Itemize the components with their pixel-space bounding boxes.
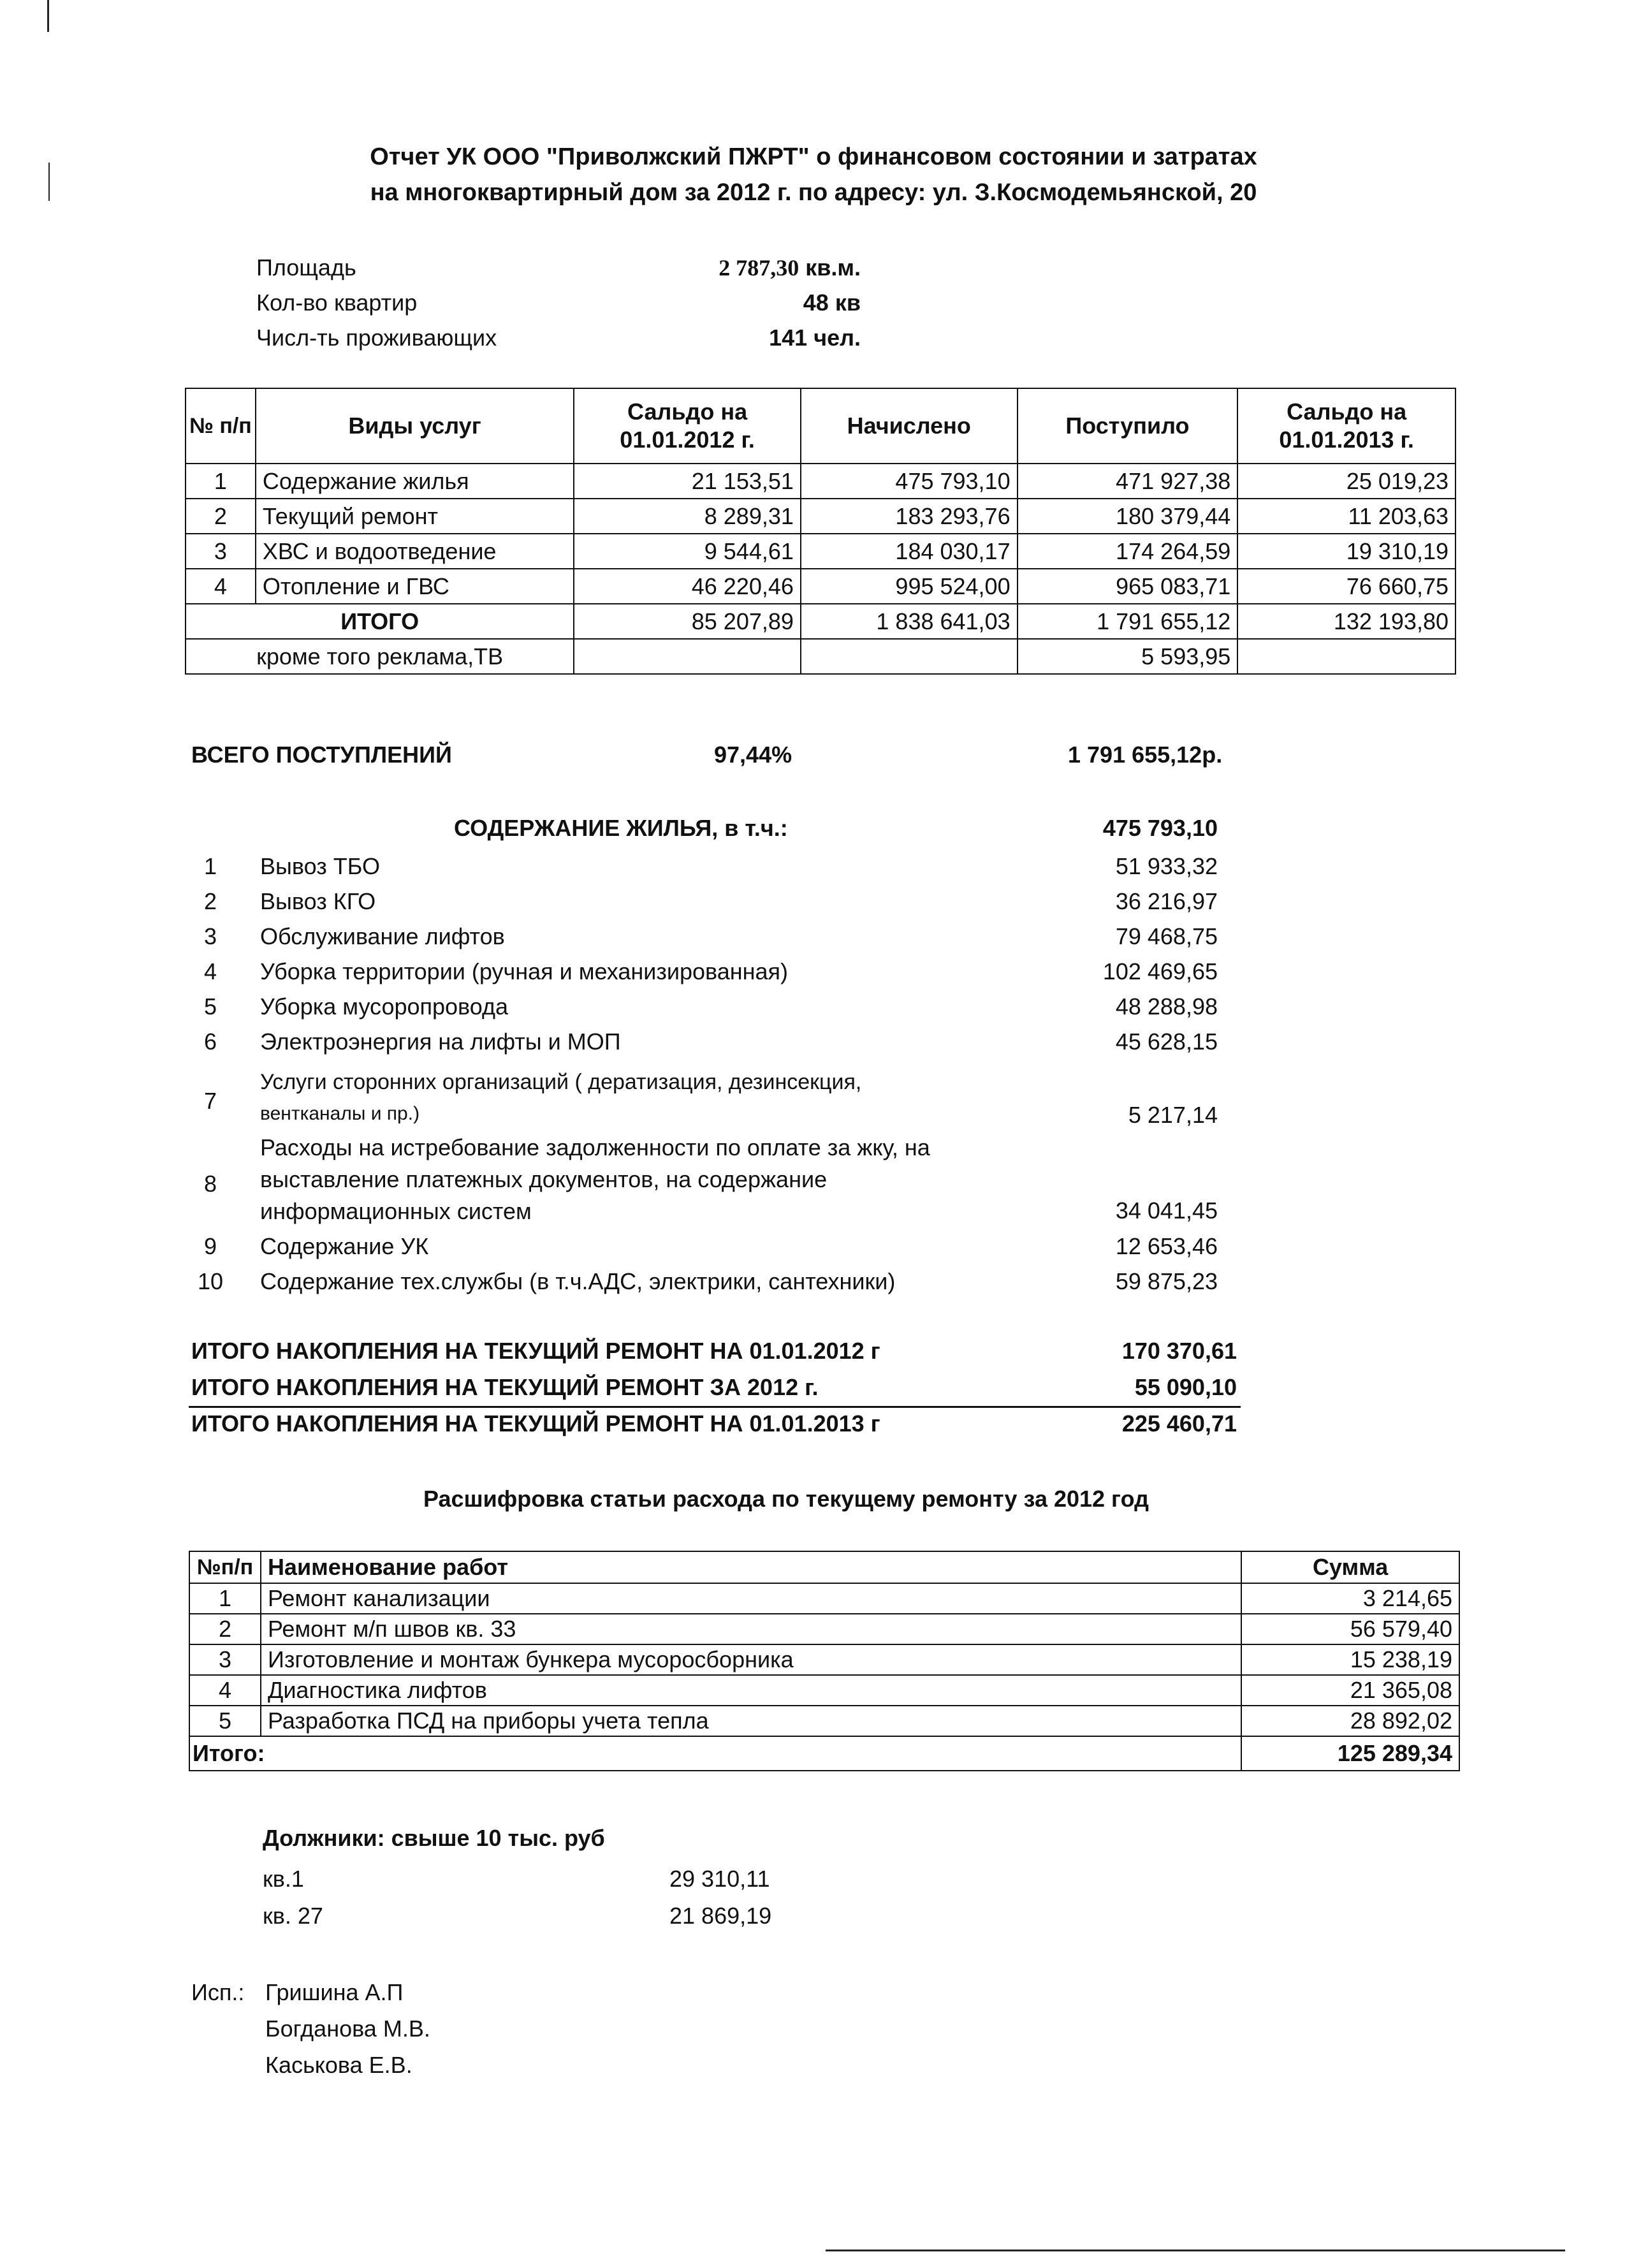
info-number: 2 787,30 xyxy=(719,255,799,281)
info-label: Числ-ть проживающих xyxy=(256,325,497,351)
executor-name: Каськова Е.В. xyxy=(265,2052,412,2078)
row-sum: 21 365,08 xyxy=(1241,1675,1459,1706)
item-num: 3 xyxy=(203,923,217,949)
repair-total-amount: 55 090,10 xyxy=(1134,1374,1237,1400)
item-text: информационных систем xyxy=(260,1198,532,1224)
row-name: Разработка ПСД на приборы учета тепла xyxy=(261,1706,1241,1736)
executors-label: Исп.: xyxy=(191,1979,245,2005)
row-num: 4 xyxy=(186,569,256,604)
total-income-label: ВСЕГО ПОСТУПЛЕНИЙ xyxy=(191,742,452,768)
table-row xyxy=(189,1583,1459,1614)
item-num: 7 xyxy=(203,1088,217,1114)
row-charged: 995 524,00 xyxy=(801,569,1018,604)
debtor-amount: 29 310,11 xyxy=(669,1866,770,1892)
row-name: Изготовление и монтаж бункера мусоросборника xyxy=(261,1644,1241,1675)
total-charged: 1 838 641,03 xyxy=(801,604,1018,639)
header-saldo-end xyxy=(1237,388,1456,464)
row-service: Содержание жилья xyxy=(256,464,574,499)
header-service: Виды услуг xyxy=(256,388,574,464)
row-sum: 15 238,19 xyxy=(1241,1644,1459,1675)
table-row xyxy=(186,569,1456,604)
header-charged: Начислено xyxy=(801,388,1018,464)
total-saldo-start: 85 207,89 xyxy=(574,604,801,639)
scan-mark xyxy=(826,2250,1565,2251)
repair-total-label: ИТОГО НАКОПЛЕНИЯ НА ТЕКУЩИЙ РЕМОНТ НА 01.01.2013 г xyxy=(191,1410,880,1437)
report-title xyxy=(0,139,1627,210)
row-saldo-end: 19 310,19 xyxy=(1237,534,1456,569)
item-num: 9 xyxy=(203,1233,217,1259)
info-value xyxy=(580,285,861,321)
row-num: 2 xyxy=(189,1614,261,1644)
row-service: Отопление и ГВС xyxy=(256,569,574,604)
header-saldo-end-line1: Сальдо на xyxy=(1287,399,1407,425)
item-text: Содержание тех.службы (в т.ч.АДС, электрики, сантехники) xyxy=(260,1268,896,1294)
row-received: 471 927,38 xyxy=(1018,464,1238,499)
repair-breakdown-heading: Расшифровка статьи расхода по текущему ремонту за 2012 год xyxy=(423,1486,1149,1512)
header-sum: Сумма xyxy=(1241,1551,1459,1583)
item-num: 8 xyxy=(203,1171,217,1197)
table-row xyxy=(186,534,1456,569)
maintenance-heading: СОДЕРЖАНИЕ ЖИЛЬЯ, в т.ч.: xyxy=(454,815,788,841)
debtor-apartment: кв.1 xyxy=(263,1866,304,1892)
item-amount: 48 288,98 xyxy=(1115,993,1218,1020)
item-text: Вывоз КГО xyxy=(260,888,376,914)
item-amount: 34 041,45 xyxy=(1115,1197,1218,1224)
item-num: 10 xyxy=(197,1268,224,1294)
item-amount: 45 628,15 xyxy=(1115,1028,1218,1055)
extra-empty xyxy=(574,639,801,674)
row-sum: 28 892,02 xyxy=(1241,1706,1459,1736)
row-num: 4 xyxy=(189,1675,261,1706)
total-sum: 125 289,34 xyxy=(1241,1736,1459,1771)
row-saldo-end: 11 203,63 xyxy=(1237,499,1456,534)
info-value xyxy=(580,250,861,286)
item-text: Расходы на истребование задолженности по оплате за жку, на xyxy=(260,1134,930,1160)
table-header-row xyxy=(189,1551,1459,1583)
row-num: 5 xyxy=(189,1706,261,1736)
extra-empty xyxy=(801,639,1018,674)
row-num: 3 xyxy=(186,534,256,569)
item-amount: 51 933,32 xyxy=(1115,853,1218,879)
row-received: 180 379,44 xyxy=(1018,499,1238,534)
row-num: 3 xyxy=(189,1644,261,1675)
repair-total-amount: 225 460,71 xyxy=(1121,1410,1237,1437)
info-value xyxy=(580,320,861,356)
extra-received: 5 593,95 xyxy=(1018,639,1238,674)
info-number: 48 xyxy=(803,289,829,316)
row-saldo-start: 21 153,51 xyxy=(574,464,801,499)
header-received: Поступило xyxy=(1018,388,1238,464)
info-unit: чел. xyxy=(813,325,861,351)
row-sum: 56 579,40 xyxy=(1241,1614,1459,1644)
row-charged: 184 030,17 xyxy=(801,534,1018,569)
item-text: выставление платежных документов, на содержание xyxy=(260,1166,828,1192)
executor-name: Богданова М.В. xyxy=(265,2016,430,2042)
total-income-amount: 1 791 655,12р. xyxy=(1068,742,1223,768)
item-text: Электроэнергия на лифты и МОП xyxy=(260,1028,621,1055)
item-text: Содержание УК xyxy=(260,1233,429,1259)
header-name: Наименование работ xyxy=(261,1551,1241,1583)
info-unit: кв.м. xyxy=(805,254,861,281)
row-received: 174 264,59 xyxy=(1018,534,1238,569)
header-saldo-start xyxy=(574,388,801,464)
repair-total-amount: 170 370,61 xyxy=(1121,1338,1237,1364)
table-total-row xyxy=(189,1736,1459,1771)
executor-name: Гришина А.П xyxy=(265,1979,404,2005)
debtor-apartment: кв. 27 xyxy=(263,1903,323,1929)
item-amount: 5 217,14 xyxy=(1128,1102,1218,1128)
row-charged: 183 293,76 xyxy=(801,499,1018,534)
info-label: Кол-во квартир xyxy=(256,289,418,316)
header-num: № п/п xyxy=(186,388,256,464)
table-row xyxy=(186,499,1456,534)
services-table xyxy=(185,388,1456,675)
row-received: 965 083,71 xyxy=(1018,569,1238,604)
divider xyxy=(189,1406,1241,1408)
report-title-line2: на многоквартирный дом за 2012 г. по адресу: ул. З.Космодемьянской, 20 xyxy=(370,179,1257,206)
header-saldo-end-line2: 01.01.2013 г. xyxy=(1279,427,1414,453)
item-num: 2 xyxy=(203,888,217,914)
item-text: Уборка территории (ручная и механизированная) xyxy=(260,958,789,984)
row-saldo-start: 9 544,61 xyxy=(574,534,801,569)
info-number: 141 xyxy=(769,325,808,351)
item-text: Вывоз ТБО xyxy=(260,853,380,879)
debtor-amount: 21 869,19 xyxy=(669,1903,772,1929)
debtors-heading: Должники: свыше 10 тыс. руб xyxy=(263,1825,605,1851)
extra-label: кроме того реклама,ТВ xyxy=(186,639,574,674)
item-amount: 36 216,97 xyxy=(1115,888,1218,914)
info-label: Площадь xyxy=(256,254,356,281)
row-name: Ремонт канализации xyxy=(261,1583,1241,1614)
row-saldo-start: 8 289,31 xyxy=(574,499,801,534)
table-row xyxy=(189,1675,1459,1706)
item-num: 4 xyxy=(203,958,217,984)
item-text: Услуги сторонних организаций ( дератизация, дезинсекция, xyxy=(260,1070,862,1094)
report-title-line1: Отчет УК ООО "Приволжский ПЖРТ" о финансовом состоянии и затратах xyxy=(370,143,1257,170)
row-saldo-start: 46 220,46 xyxy=(574,569,801,604)
repair-total-label: ИТОГО НАКОПЛЕНИЯ НА ТЕКУЩИЙ РЕМОНТ ЗА 2012 г. xyxy=(191,1374,819,1400)
repair-total-label: ИТОГО НАКОПЛЕНИЯ НА ТЕКУЩИЙ РЕМОНТ НА 01.01.2012 г xyxy=(191,1338,880,1364)
scan-mark xyxy=(47,0,49,32)
item-amount: 79 468,75 xyxy=(1115,923,1218,949)
row-charged: 475 793,10 xyxy=(801,464,1018,499)
extra-empty xyxy=(1237,639,1456,674)
row-num: 1 xyxy=(189,1583,261,1614)
item-amount: 59 875,23 xyxy=(1115,1268,1218,1294)
total-label: ИТОГО xyxy=(186,604,574,639)
item-num: 1 xyxy=(203,853,217,879)
row-service: ХВС и водоотведение xyxy=(256,534,574,569)
row-sum: 3 214,65 xyxy=(1241,1583,1459,1614)
header-num: №п/п xyxy=(189,1551,261,1583)
row-saldo-end: 25 019,23 xyxy=(1237,464,1456,499)
total-received: 1 791 655,12 xyxy=(1018,604,1238,639)
header-saldo-start-line1: Сальдо на xyxy=(627,399,748,425)
item-amount: 12 653,46 xyxy=(1115,1233,1218,1259)
item-text: Обслуживание лифтов xyxy=(260,923,505,949)
total-saldo-end: 132 193,80 xyxy=(1237,604,1456,639)
row-name: Ремонт м/п швов кв. 33 xyxy=(261,1614,1241,1644)
info-unit: кв xyxy=(835,289,861,316)
row-service: Текущий ремонт xyxy=(256,499,574,534)
table-total-row xyxy=(186,604,1456,639)
row-num: 2 xyxy=(186,499,256,534)
item-text: вентканалы и пр.) xyxy=(260,1103,420,1124)
table-row xyxy=(186,464,1456,499)
item-num: 6 xyxy=(203,1028,217,1055)
item-num: 5 xyxy=(203,993,217,1020)
row-num: 1 xyxy=(186,464,256,499)
table-row xyxy=(189,1706,1459,1736)
maintenance-total: 475 793,10 xyxy=(1102,815,1218,841)
row-saldo-end: 76 660,75 xyxy=(1237,569,1456,604)
table-row xyxy=(189,1644,1459,1675)
total-income-percent: 97,44% xyxy=(714,742,792,768)
table-header-row xyxy=(186,388,1456,464)
table-extra-row xyxy=(186,639,1456,674)
repair-breakdown-table xyxy=(189,1551,1460,1771)
header-saldo-start-line2: 01.01.2012 г. xyxy=(620,427,755,453)
row-name: Диагностика лифтов xyxy=(261,1675,1241,1706)
item-amount: 102 469,65 xyxy=(1102,958,1218,984)
total-label: Итого: xyxy=(189,1736,1241,1771)
item-text: Уборка мусоропровода xyxy=(260,993,509,1020)
table-row xyxy=(189,1614,1459,1644)
